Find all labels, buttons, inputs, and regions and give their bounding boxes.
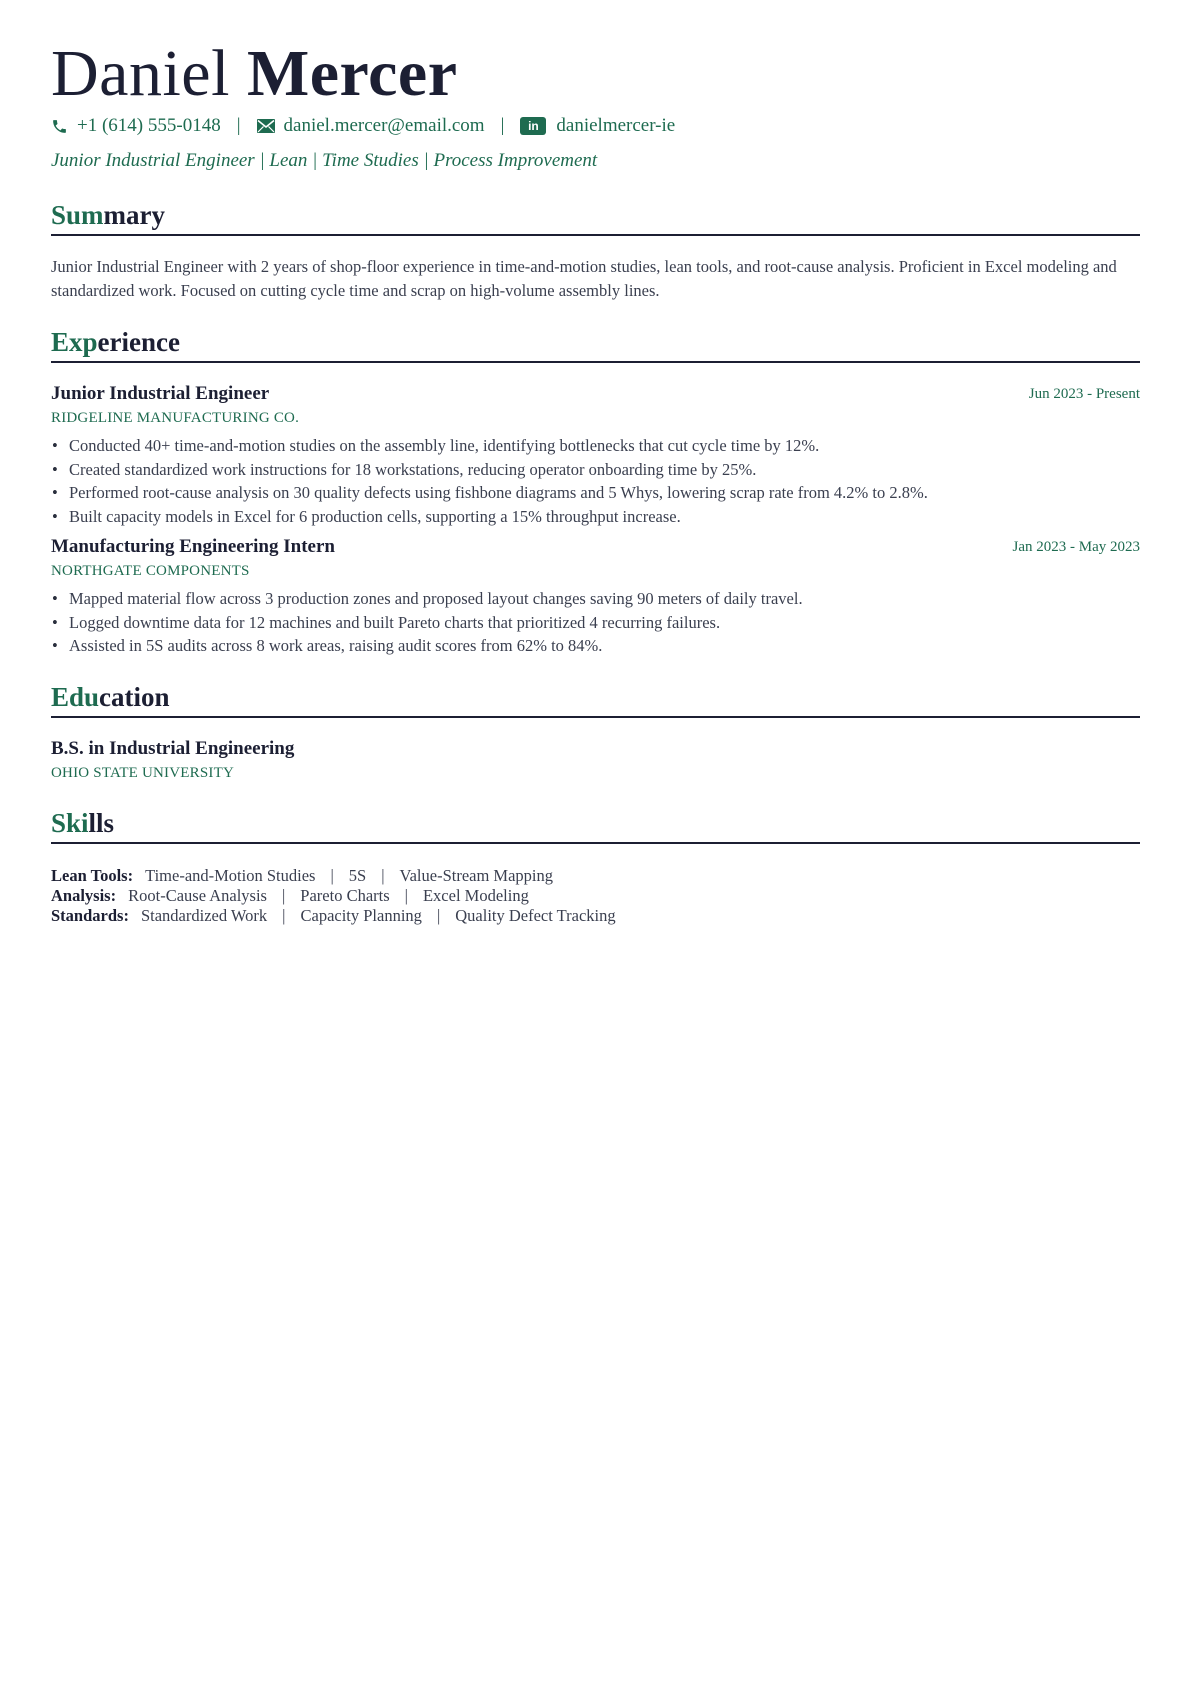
education-section-header xyxy=(51,682,1140,718)
list-item: • Performed root-cause analysis on 30 quality defects using fishbone diagrams and 5 Whys, lowering scrap rate from 4.2% to 2.8%. xyxy=(51,481,1140,505)
linkedin-contact[interactable] xyxy=(520,115,675,137)
skill-row xyxy=(51,906,616,926)
summary-text: Junior Industrial Engineer with 2 years of shop-floor experience in time-and-motion studies, lean tools, and root-cause analysis. Proficient in Excel modeling and standardized work. Focused on cutting cycle time and scrap on high-volume assembly lines. xyxy=(51,257,1117,300)
skill-item: Quality Defect Tracking xyxy=(455,906,616,925)
job-bullets xyxy=(51,434,1140,528)
skill-item: Root-Cause Analysis xyxy=(128,886,267,905)
section-title-rest: cation xyxy=(99,682,170,712)
skill-item: Standardized Work xyxy=(140,906,268,925)
first-name: Daniel xyxy=(51,37,230,110)
contact-separator: | xyxy=(236,115,241,136)
section-title-rest: erience xyxy=(97,327,180,357)
skill-separator: | xyxy=(282,906,286,925)
list-item: • Built capacity models in Excel for 6 production cells, supporting a 15% throughput increase. xyxy=(51,505,1140,529)
section-title xyxy=(51,327,1140,357)
section-title-accent: Sum xyxy=(51,200,104,230)
envelope-icon xyxy=(257,119,275,133)
skill-category: Analysis: xyxy=(51,886,117,905)
job-title: Junior Industrial Engineer xyxy=(51,383,270,404)
skills-list xyxy=(51,866,616,926)
degree-title: B.S. in Industrial Engineering xyxy=(51,738,295,759)
phone-text: +1 (614) 555-0148 xyxy=(77,115,221,136)
job-bullets xyxy=(51,587,1140,658)
skill-separator: | xyxy=(436,906,441,925)
phone-contact[interactable] xyxy=(51,115,221,137)
contact-separator: | xyxy=(500,115,505,136)
skill-row xyxy=(51,886,616,906)
company-name: RIDGELINE MANUFACTURING CO. xyxy=(51,410,300,426)
section-title xyxy=(51,808,1140,838)
skill-item: Capacity Planning xyxy=(300,906,422,925)
skill-separator: | xyxy=(404,886,408,905)
skill-separator: | xyxy=(381,866,385,885)
section-title-rest: lls xyxy=(88,808,115,838)
contact-bar xyxy=(51,112,675,140)
section-title xyxy=(51,200,1140,230)
headline-tagline: Junior Industrial Engineer | Lean | Time Studies | Process Improvement xyxy=(51,150,598,171)
linkedin-text: danielmercer-ie xyxy=(556,115,676,136)
skill-item: Pareto Charts xyxy=(300,886,390,905)
job-dates: Jun 2023 - Present xyxy=(1028,386,1140,402)
email-text: daniel.mercer@email.com xyxy=(283,115,485,136)
skill-item: Time-and-Motion Studies xyxy=(145,866,316,885)
section-title-accent: Edu xyxy=(51,682,100,712)
experience-section-header xyxy=(51,327,1140,363)
skill-item: 5S xyxy=(348,866,367,885)
list-item: • Conducted 40+ time-and-motion studies on the assembly line, identifying bottlenecks that cut cycle time by 12%. xyxy=(51,434,1140,458)
skill-item: Value-Stream Mapping xyxy=(399,866,554,885)
phone-icon xyxy=(51,118,68,135)
skills-section-header xyxy=(51,808,1140,844)
list-item: • Created standardized work instructions for 18 workstations, reducing operator onboarding time by 25%. xyxy=(51,458,1140,482)
last-name: Mercer xyxy=(246,37,458,110)
section-title-accent: Exp xyxy=(51,327,98,357)
candidate-name xyxy=(51,34,458,114)
skill-separator: | xyxy=(330,866,334,885)
skill-category: Standards: xyxy=(51,906,129,925)
skill-row xyxy=(51,866,616,886)
linkedin-icon: in xyxy=(520,117,546,135)
section-title xyxy=(51,682,1140,712)
list-item: • Assisted in 5S audits across 8 work areas, raising audit scores from 62% to 84%. xyxy=(51,634,1140,658)
email-contact[interactable] xyxy=(257,115,485,137)
job-title: Manufacturing Engineering Intern xyxy=(51,536,335,557)
section-title-rest: mary xyxy=(103,200,166,230)
section-title-accent: Ski xyxy=(51,808,89,838)
skill-item: Excel Modeling xyxy=(422,886,529,905)
school-name: OHIO STATE UNIVERSITY xyxy=(51,765,234,781)
list-item: • Mapped material flow across 3 production zones and proposed layout changes saving 90 meters of daily travel. xyxy=(51,587,1140,611)
summary-section-header xyxy=(51,200,1140,236)
skill-separator: | xyxy=(281,886,286,905)
skill-category: Lean Tools: xyxy=(51,866,134,885)
list-item: • Logged downtime data for 12 machines and built Pareto charts that prioritized 4 recurring failures. xyxy=(51,611,1140,635)
job-dates: Jan 2023 - May 2023 xyxy=(1012,539,1140,555)
company-name: NORTHGATE COMPONENTS xyxy=(51,563,250,579)
